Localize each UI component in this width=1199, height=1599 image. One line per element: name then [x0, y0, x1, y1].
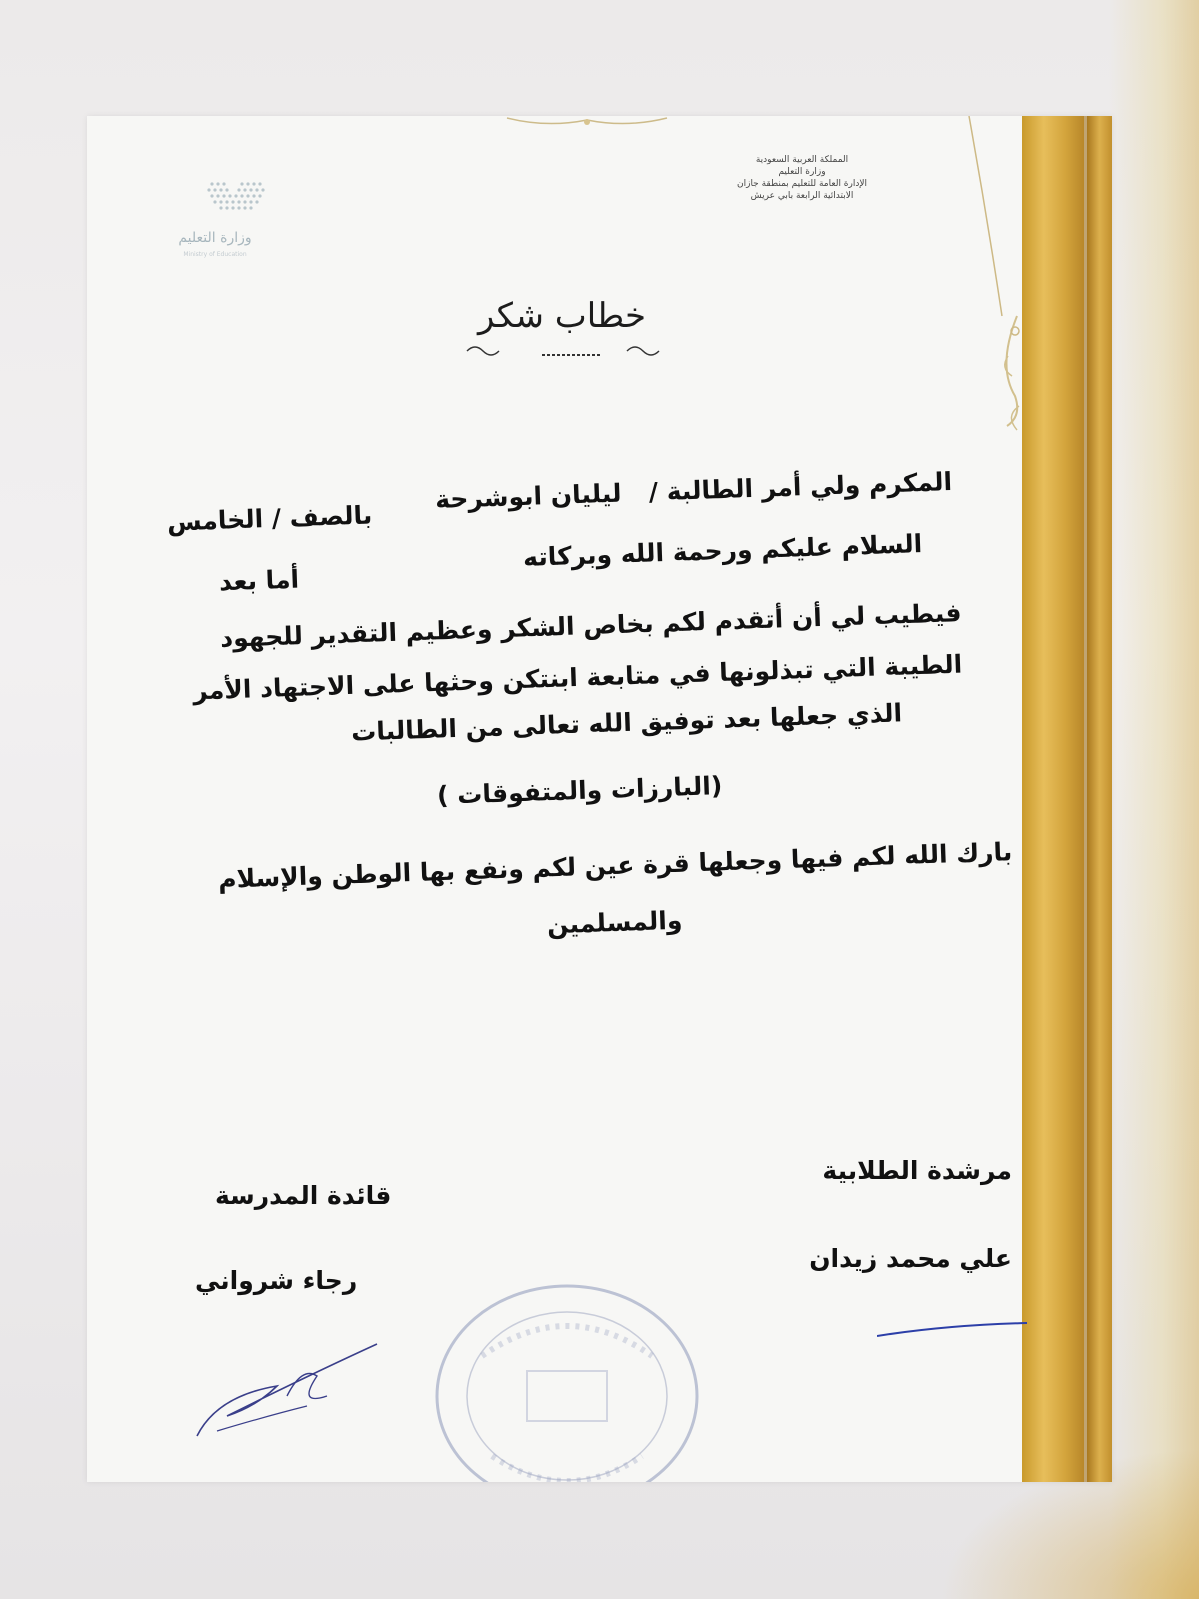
gold-border-strip-outer — [1087, 116, 1112, 1482]
school-stamp-icon — [422, 1266, 712, 1482]
blessing-line-2: والمسلمين — [546, 905, 683, 940]
logo-wordmark: وزارة التعليم — [178, 230, 252, 246]
student-name: ليليان ابوشرحة — [434, 478, 622, 515]
paragraph-line-3: الذي جعلها بعد توفيق الله تعالى من الطالبات — [350, 698, 903, 747]
letter-title: خطاب شكر — [477, 296, 647, 336]
principal-signature-icon — [187, 1336, 407, 1446]
greeting-line — [522, 529, 922, 572]
corner-ornament-icon — [967, 116, 1027, 596]
counselor-name: علي محمد زيدان — [809, 1244, 1012, 1273]
gold-border-strip — [1022, 116, 1084, 1482]
letterhead-directorate: الإدارة العامة للتعليم بمنطقة جازان — [736, 179, 868, 189]
addressee-line — [434, 467, 952, 514]
counselor-title: مرشدة الطلابية — [822, 1156, 1012, 1185]
title-flourish-icon — [447, 341, 677, 371]
grade-line: بالصف / الخامس — [166, 500, 373, 537]
letterhead-country: المملكة العربية السعودية — [755, 155, 849, 165]
greeting: السلام عليكم ورحمة الله وبركاته — [522, 529, 923, 572]
letterhead-school: الابتدائية الرابعة بابي عريش — [750, 191, 854, 201]
blessing-line-1: بارك الله لكم فيها وجعلها قرة عين لكم ونفع بها الوطن والإسلام — [217, 837, 1013, 894]
top-ornament-icon — [487, 116, 687, 130]
principal-title: قائدة المدرسة — [215, 1181, 392, 1210]
counselor-signature-line — [877, 1321, 1027, 1341]
background-edge-right — [1109, 0, 1199, 1599]
letterhead — [687, 154, 917, 202]
addressee-prefix: المكرم ولي أمر الطالبة / — [648, 466, 953, 507]
highlight-line: (البارزات والمتفوقات ) — [436, 771, 723, 810]
logo-subtitle: Ministry of Education — [183, 251, 247, 258]
letterhead-ministry: وزارة التعليم — [778, 167, 826, 177]
principal-name: رجاء شرواني — [195, 1266, 358, 1295]
after-greeting: أما بعد — [218, 564, 300, 597]
certificate-paper — [87, 116, 1112, 1482]
paragraph-line-2: الطيبة التي تبذلونها في متابعة ابنتكن وحثها على الاجتهاد الأمر — [192, 649, 963, 706]
paragraph-line-1: فيطيب لي أن أتقدم لكم بخاص الشكر وعظيم التقدير للجهود — [220, 598, 963, 653]
